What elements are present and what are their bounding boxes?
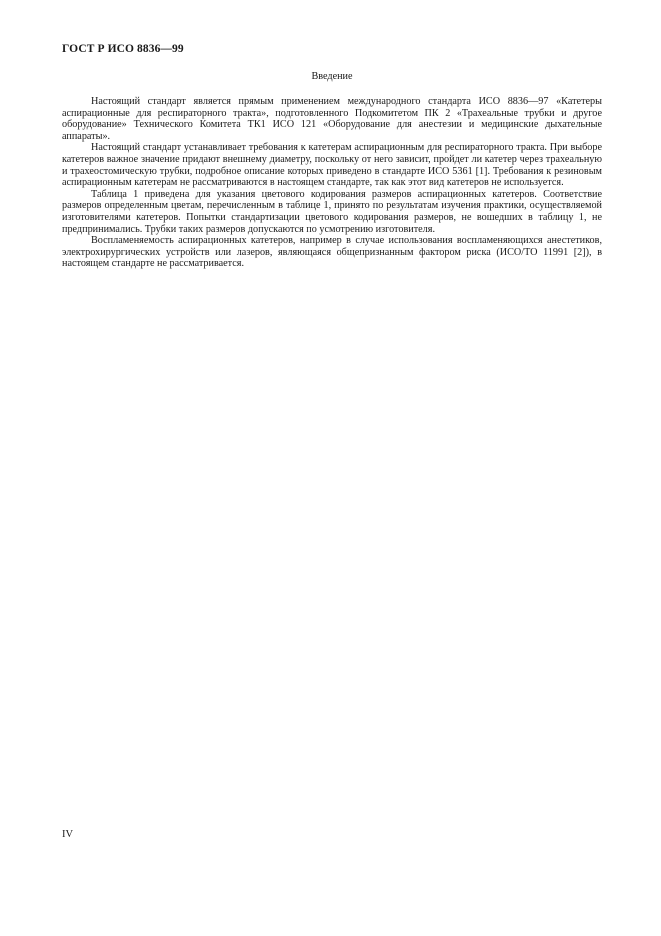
paragraph: Настоящий стандарт устанавливает требования к катетерам аспирационным для респираторного тракта. При выборе катетеров важное значение придают внешнему диаметру, поскольку от него зависит, пройдет ли катетер через трахеальную и трахеостомическую трубки, подробное описание которых приведено в стандарте ИСО 5361 [1]. Требования к резиновым аспирационным катетерам не рассматриваются в настоящем стандарте, так как этот вид катетеров не используется.: [62, 142, 602, 189]
paragraph: Таблица 1 приведена для указания цветового кодирования размеров аспирационных катетеров. Соответствие размеров определенным цветам, перечисленным в таблице 1, принято по результатам изучения практики, осуществляемой изготовителями катетеров. Попытки стандартизации цветового кодирования размеров, не вошедших в таблицу 1, не предпринимались. Трубки таких размеров допускаются по усмотрению изготовителя.: [62, 188, 602, 235]
section-title: Введение: [311, 71, 353, 82]
paragraph: Настоящий стандарт является прямым применением международного стандарта ИСО 8836—97 «Катетеры аспирационные для респираторного тракта», подготовленного Подкомитетом ПК 2 «Трахеальные трубки и другое оборудование» Технического Комитета ТК1 ИСО 121 «Оборудование для анестезии и медицинские дыхательные аппараты».: [62, 96, 602, 142]
page-number: IV: [62, 829, 74, 840]
paragraph: Воспламеняемость аспирационных катетеров, например в случае использования воспламеняющихся анестетиков, электрохирургических устройств или лазеров, являющаяся общепризнанным фактором риска (ИСО/ТО 11991 [2]), в настоящем стандарте не рассматривается.: [62, 235, 602, 270]
document-code: ГОСТ Р ИСО 8836—99: [62, 43, 184, 55]
introduction-body: [62, 96, 602, 270]
